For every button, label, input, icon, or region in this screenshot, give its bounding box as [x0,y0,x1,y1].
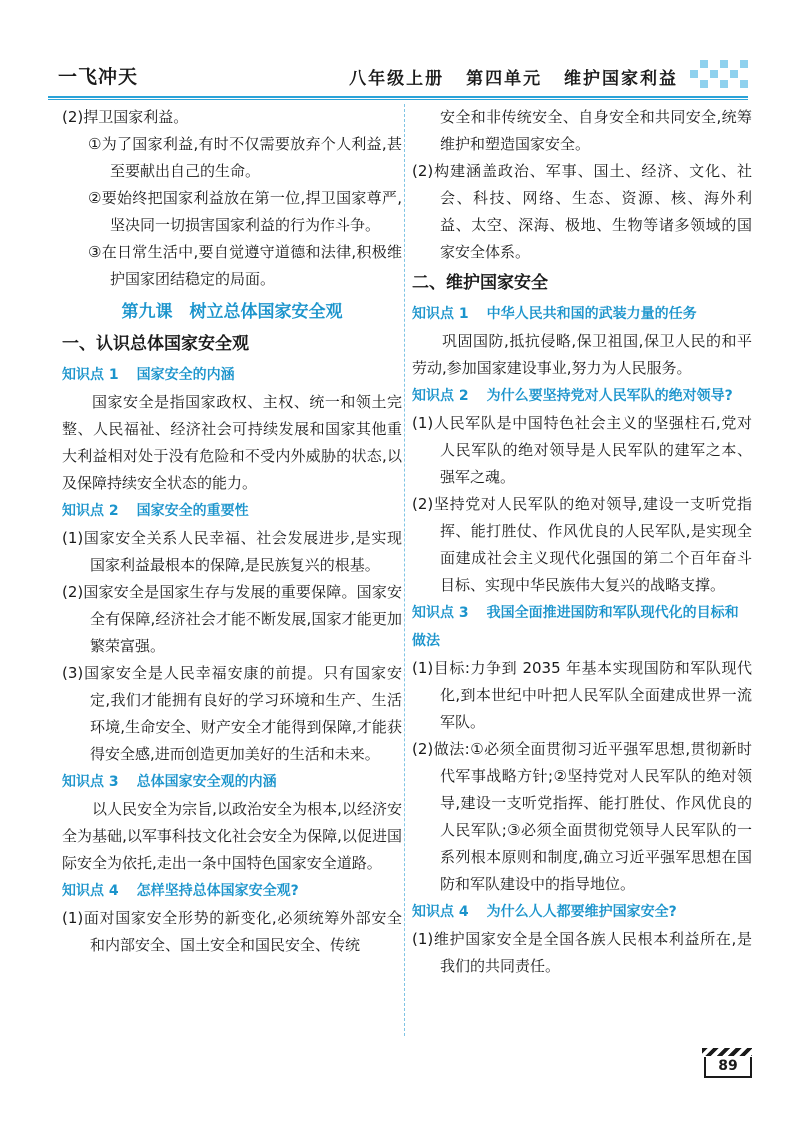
column-divider [404,104,405,1036]
paragraph: ①为了国家利益,有时不仅需要放弃个人利益,甚至要献出自己的生命。 [88,135,402,180]
knowledge-point-heading [62,768,402,796]
paragraph: (1)目标:力争到 2035 年基本实现国防和军队现代化,到本世纪中叶把人民军队全面建成世界一流军队。 [412,659,752,731]
paragraph: (2)坚持党对人民军队的绝对领导,建设一支听党指挥、能打胜仗、作风优良的人民军队,是实现全面建成社会主义现代化强国的第二个百年奋斗目标、实现中华民族伟大复兴的战略支撑。 [412,495,752,594]
paragraph: (1)面对国家安全形势的新变化,必须统筹外部安全和内部安全、国土安全和国民安全、传统 [62,909,402,954]
kp-number: 知识点 1 [62,367,119,383]
paragraph: (3)国家安全是人民幸福安康的前提。只有国家安定,我们才能拥有良好的学习环境和生产、生活环境,生命安全、财产安全才能得到保障,才能获得安全感,进而创造更加美好的生活和未来。 [62,664,402,763]
paragraph: (2)做法:①必须全面贯彻习近平强军思想,贯彻新时代军事战略方针;②坚持党对人民军队的绝对领导,建设一支听党指挥、能打胜仗、作风优良的人民军队;③必须全面贯彻党领导人民军队的一系列根本原则和制度,确立习近平强军思想在国防和军队建设中的指导地位。 [412,740,752,893]
right-column [412,104,752,980]
page-header [48,58,748,94]
grade-label: 八年级上册 [349,69,445,89]
unit-title: 维护国家利益 [564,69,678,89]
knowledge-point-heading [412,898,752,926]
kp-title: 怎样坚持总体国家安全观? [136,883,299,899]
kp-number: 知识点 4 [412,904,469,920]
paragraph: 巩固国防,抵抗侵略,保卫祖国,保卫人民的和平劳动,参加国家建设事业,努力为人民服务。 [412,332,752,377]
lesson-title: 第九课 树立总体国家安全观 [121,302,343,322]
knowledge-point-heading [62,497,402,525]
unit-label: 第四单元 [466,69,543,89]
kp-title: 国家安全的重要性 [136,503,249,519]
kp-number: 知识点 2 [62,503,119,519]
decorative-stripes [702,1048,752,1056]
kp-number: 知识点 3 [412,605,469,621]
paragraph: (1)维护国家安全是全国各族人民根本利益所在,是我们的共同责任。 [412,930,752,975]
running-head [335,64,678,89]
paragraph: 以人民安全为宗旨,以政治安全为根本,以经济安全为基础,以军事科技文化社会安全为保障,以促进国际安全为依托,走出一条中国特色国家安全道路。 [62,800,402,872]
paragraph: 国家安全是指国家政权、主权、统一和领土完整、人民福祉、经济社会可持续发展和国家其他重大利益相对处于没有危险和不受内外威胁的状态,以及保障持续安全状态的能力。 [62,393,402,492]
kp-number: 知识点 4 [62,883,119,899]
paragraph: (2)捍卫国家利益。 [62,108,189,126]
decorative-squares [690,60,748,90]
section-heading: 一、认识总体国家安全观 [62,334,249,354]
page-number-badge [702,1048,752,1078]
header-rule [48,96,748,98]
paragraph: (2)国家安全是国家生存与发展的重要保障。国家安全有保障,经济社会才能不断发展,国家才能更加繁荣富强。 [62,583,402,655]
paragraph: ②要始终把国家利益放在第一位,捍卫国家尊严,坚决同一切损害国家利益的行为作斗争。 [88,189,402,234]
kp-title: 为什么人人都要维护国家安全? [486,904,677,920]
paragraph: (1)人民军队是中国特色社会主义的坚强柱石,党对人民军队的绝对领导是人民军队的建军之本、强军之魂。 [412,414,752,486]
knowledge-point-heading [62,361,402,389]
kp-number: 知识点 3 [62,774,119,790]
page-number: 89 [704,1057,752,1078]
knowledge-point-heading [62,877,402,905]
knowledge-point-heading [412,382,752,410]
kp-title: 我国全面推进国防和军队现代化的目标和做法 [412,605,739,649]
knowledge-point-heading [412,599,752,655]
paragraph: (1)国家安全关系人民幸福、社会发展进步,是实现国家利益最根本的保障,是民族复兴的根基。 [62,529,402,574]
kp-number: 知识点 1 [412,306,469,322]
paragraph: ③在日常生活中,要自觉遵守道德和法律,积极维护国家团结稳定的局面。 [88,243,402,288]
kp-title: 中华人民共和国的武装力量的任务 [486,306,697,322]
paragraph: (2)构建涵盖政治、军事、国土、经济、文化、社会、科技、网络、生态、资源、核、海外利益、太空、深海、极地、生物等诸多领域的国家安全体系。 [412,162,752,261]
series-logo: 一飞冲天 [58,66,139,88]
kp-title: 为什么要坚持党对人民军队的绝对领导? [486,388,733,404]
paragraph: 安全和非传统安全、自身安全和共同安全,统筹维护和塑造国家安全。 [440,108,752,153]
kp-number: 知识点 2 [412,388,469,404]
kp-title: 国家安全的内涵 [136,367,235,383]
kp-title: 总体国家安全观的内涵 [136,774,277,790]
header-rule-thin [48,99,748,100]
section-heading: 二、维护国家安全 [412,273,548,293]
left-column [62,104,402,959]
knowledge-point-heading [412,300,752,328]
